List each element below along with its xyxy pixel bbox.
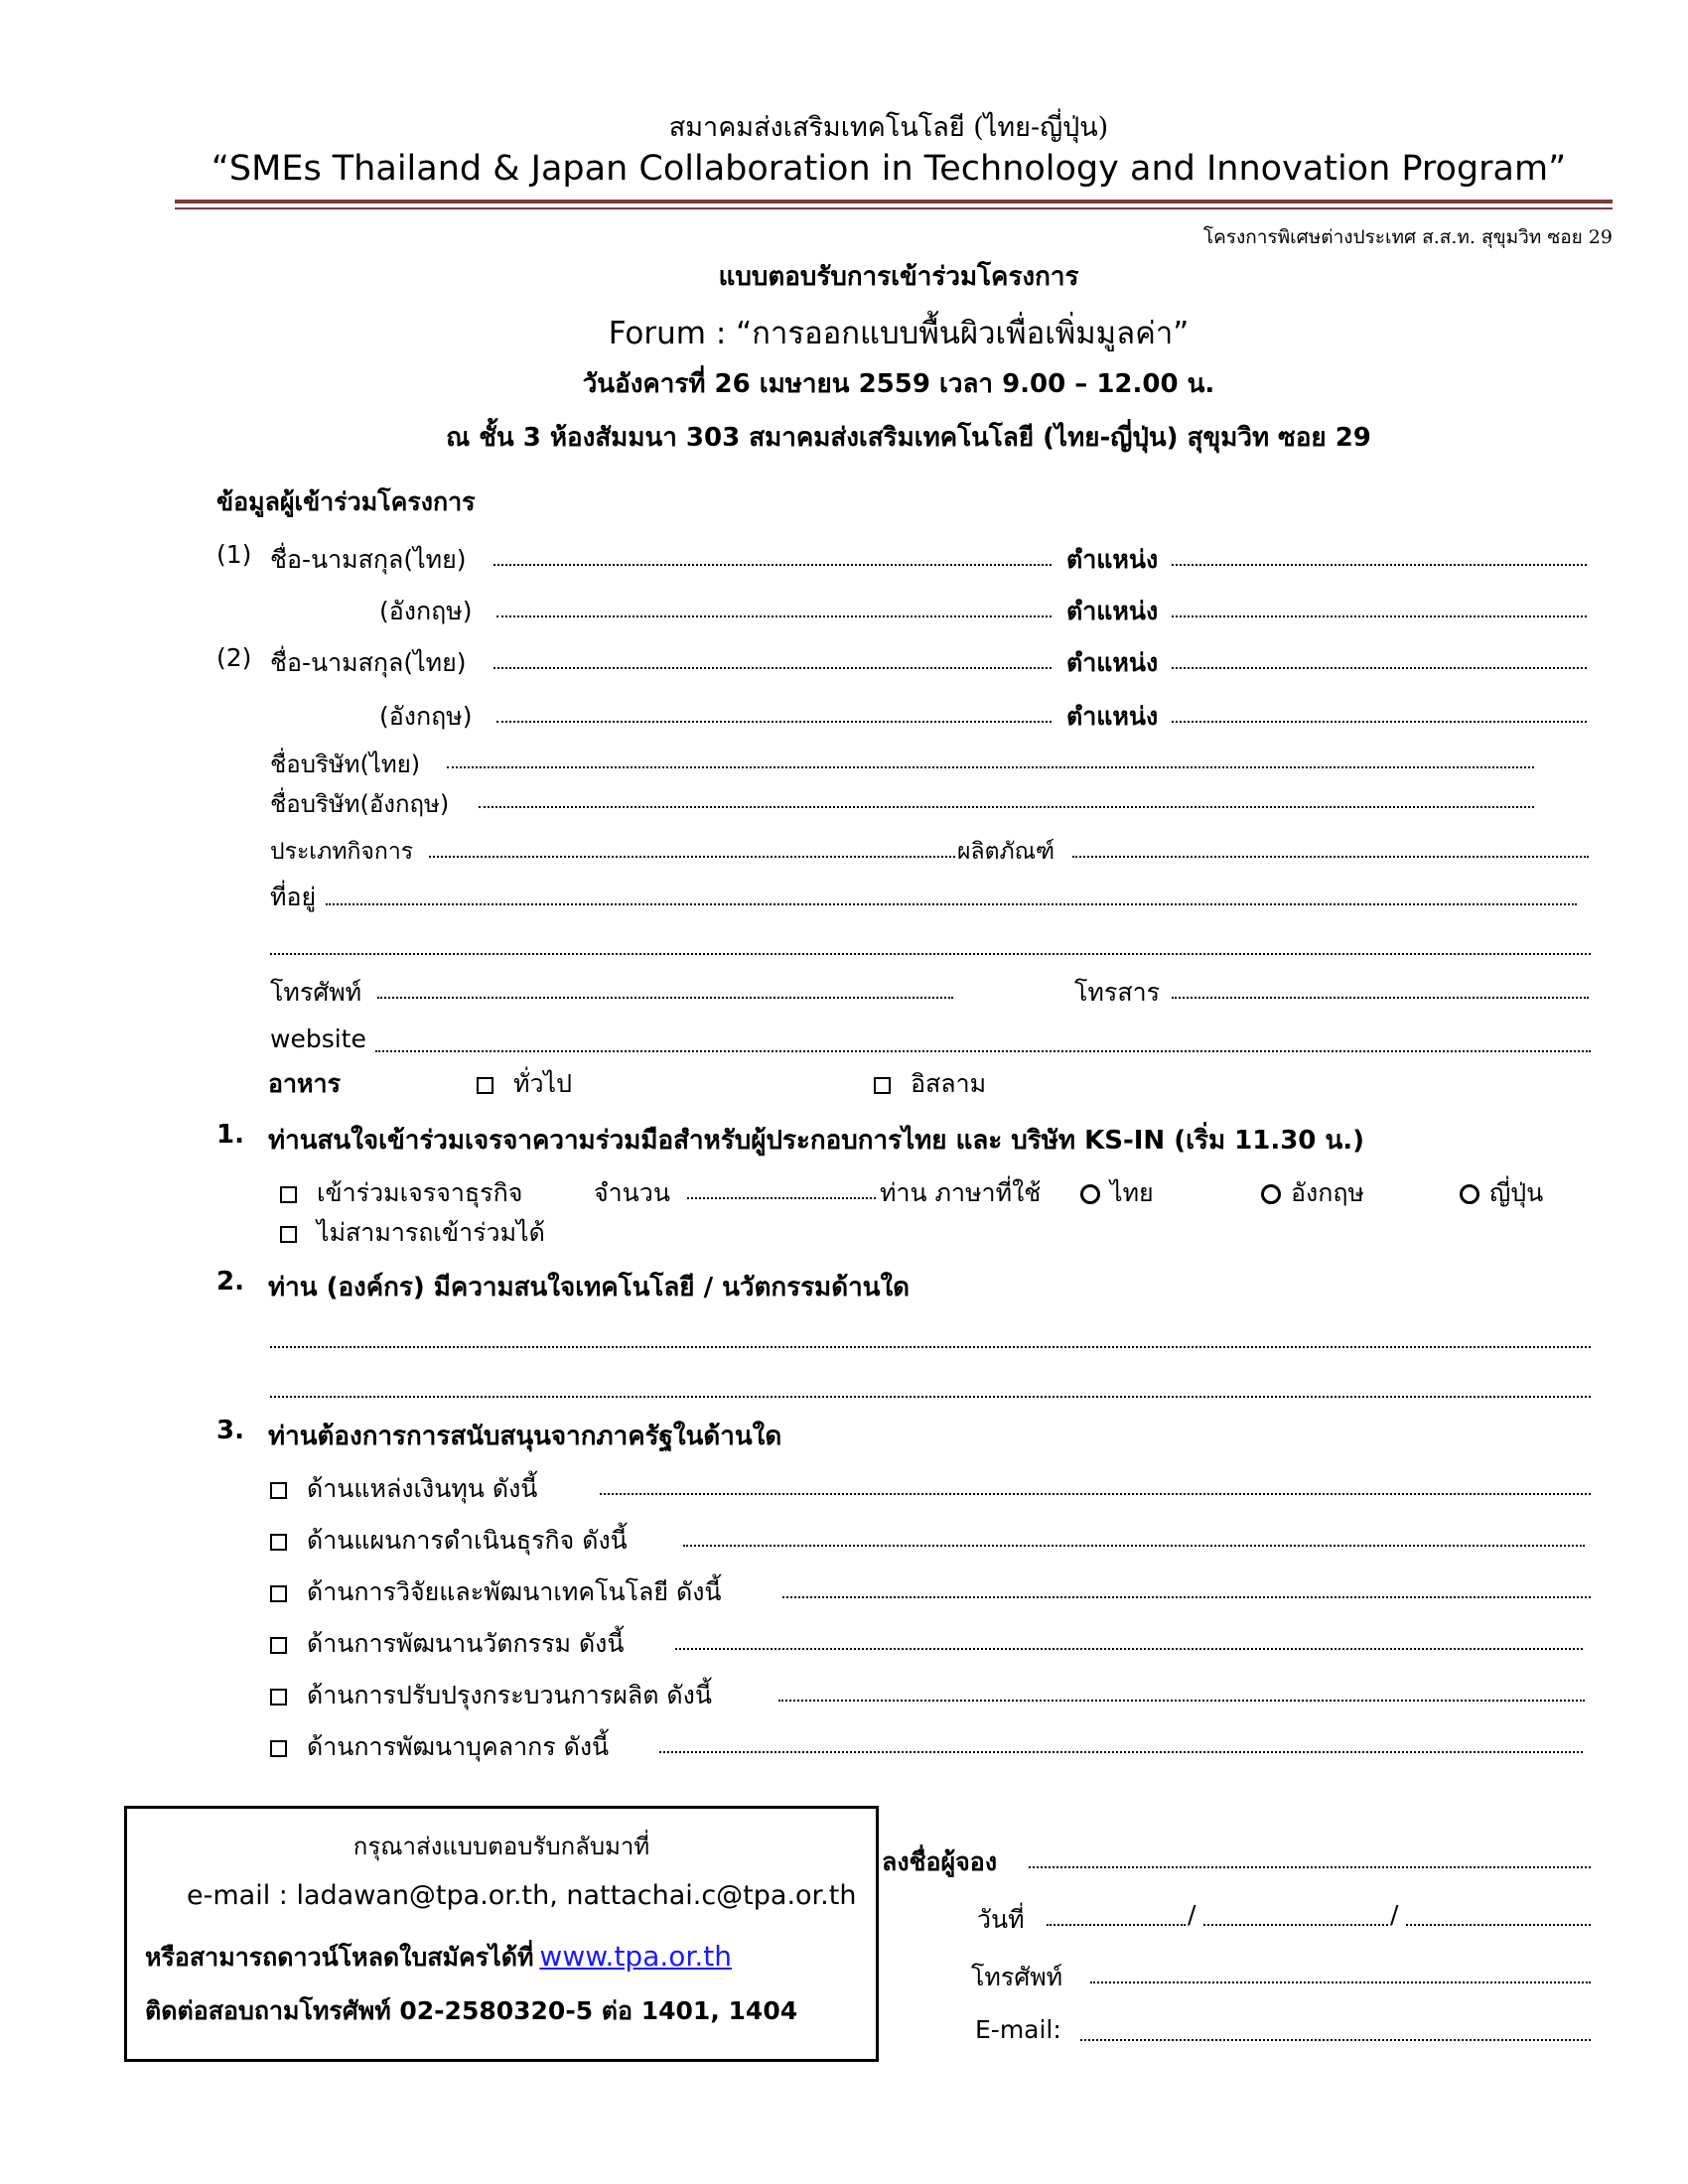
q3-personnel-label: ด้านการพัฒนาบุคลากร ดังนี้ xyxy=(307,1732,610,1761)
food-islam-option[interactable] xyxy=(874,1064,986,1104)
q3-production-field[interactable] xyxy=(778,1700,1585,1702)
q3-option-rnd[interactable] xyxy=(270,1572,722,1612)
sign-phone-field[interactable] xyxy=(1090,1981,1591,1983)
q3-innovation-checkbox[interactable] xyxy=(270,1637,287,1654)
q1-count-unit: ท่าน ภาษาที่ใช้ xyxy=(880,1178,1042,1207)
lang-eng-option[interactable] xyxy=(1261,1173,1364,1213)
lang-jp-label: ญี่ปุ่น xyxy=(1489,1178,1544,1207)
q2-answer-line1[interactable] xyxy=(270,1346,1591,1348)
project-note: โครงการพิเศษต่างประเทศ ส.ส.ท. สุขุมวิท ซอย 29 xyxy=(1202,226,1613,248)
person1-position-eng-label: ตำแหน่ง xyxy=(1066,597,1159,625)
q2-answer-line2[interactable] xyxy=(270,1396,1591,1398)
q1-join-checkbox[interactable] xyxy=(280,1186,297,1203)
company-eng-label: ชื่อบริษัท(อังกฤษ) xyxy=(270,790,450,818)
q1-number: 1. xyxy=(216,1120,244,1150)
sign-email-label: E-mail: xyxy=(975,2015,1061,2044)
person1-position-field[interactable] xyxy=(1172,564,1587,566)
person1-position-eng-field[interactable] xyxy=(1172,615,1587,617)
q3-option-personnel[interactable] xyxy=(270,1727,609,1767)
q1-join-option[interactable] xyxy=(280,1173,522,1213)
event-date: วันอังคารที่ 26 เมษายน 2559 เวลา 9.00 – 12.00 น. xyxy=(582,369,1215,399)
q1-decline-checkbox[interactable] xyxy=(280,1226,297,1243)
person2-position-label: ตำแหน่ง xyxy=(1066,648,1159,677)
q3-funding-label: ด้านแหล่งเงินทุน ดังนี้ xyxy=(307,1474,538,1503)
phone-label: โทรศัพท์ xyxy=(270,978,362,1007)
person2-position-field[interactable] xyxy=(1172,667,1587,669)
program-title: “SMEs Thailand & Japan Collaboration in Technology and Innovation Program” xyxy=(211,149,1567,189)
org-name: สมาคมส่งเสริมเทคโนโลยี (ไทย-ญี่ปุ่น) xyxy=(668,112,1109,143)
contact-heading: กรุณาส่งแบบตอบรับกลับมาที่ xyxy=(352,1833,650,1860)
food-islam-label: อิสลาม xyxy=(911,1069,987,1098)
contact-email: e-mail : ladawan@tpa.or.th, nattachai.c@tpa.or.th xyxy=(187,1880,857,1911)
person2-position-eng-label: ตำแหน่ง xyxy=(1066,702,1159,731)
lang-jp-option[interactable] xyxy=(1460,1173,1543,1213)
q3-personnel-field[interactable] xyxy=(659,1751,1583,1753)
form-title: แบบตอบรับการเข้าร่วมโครงการ xyxy=(718,262,1079,292)
person1-name-eng-field[interactable] xyxy=(496,615,1052,617)
date-label: วันที่ xyxy=(977,1905,1025,1934)
lang-thai-label: ไทย xyxy=(1110,1178,1154,1207)
event-venue: ณ ชั้น 3 ห้องสัมมนา 303 สมาคมส่งเสริมเทคโนโลยี (ไทย-ญี่ปุ่น) สุขุมวิท ซอย 29 xyxy=(446,423,1371,453)
lang-thai-radio[interactable] xyxy=(1080,1184,1100,1204)
lang-eng-label: อังกฤษ xyxy=(1291,1178,1364,1207)
person1-name-eng-label: (อังกฤษ) xyxy=(379,597,473,625)
lang-thai-option[interactable] xyxy=(1080,1173,1154,1213)
person2-name-eng-label: (อังกฤษ) xyxy=(379,702,473,731)
q3-option-funding[interactable] xyxy=(270,1469,537,1509)
address-label: ที่อยู่ xyxy=(270,883,317,911)
booker-field[interactable] xyxy=(1029,1866,1591,1868)
phone-field[interactable] xyxy=(377,997,953,999)
q3-funding-field[interactable] xyxy=(600,1493,1591,1495)
company-thai-field[interactable] xyxy=(447,766,1534,768)
q3-innovation-field[interactable] xyxy=(675,1648,1583,1650)
q3-production-label: ด้านการปรับปรุงกระบวนการผลิต ดังนี้ xyxy=(307,1681,712,1709)
q3-option-production[interactable] xyxy=(270,1676,712,1715)
q3-rnd-field[interactable] xyxy=(782,1596,1591,1598)
booker-label: ลงชื่อผู้จอง xyxy=(882,1847,998,1876)
q1-decline-option[interactable] xyxy=(280,1213,545,1253)
q3-business-plan-checkbox[interactable] xyxy=(270,1534,287,1551)
fax-label: โทรสาร xyxy=(1074,978,1161,1007)
q3-option-business-plan[interactable] xyxy=(270,1521,628,1561)
date-sep1: / xyxy=(1188,1900,1196,1929)
person1-name-thai-field[interactable] xyxy=(493,564,1052,566)
person2-name-thai-label: ชื่อ-นามสกุล(ไทย) xyxy=(270,648,467,677)
contact-phone: ติดต่อสอบถามโทรศัพท์ 02-2580320-5 ต่อ 1401, 1404 xyxy=(145,1996,798,2025)
date-day-field[interactable] xyxy=(1047,1924,1186,1926)
lang-jp-radio[interactable] xyxy=(1460,1184,1479,1204)
forum-title: Forum : “การออกแบบพื้นผิวเพื่อเพิ่มมูลค่า” xyxy=(608,316,1190,351)
company-thai-label: ชื่อบริษัท(ไทย) xyxy=(270,751,421,778)
product-field[interactable] xyxy=(1072,856,1589,858)
person2-name-eng-field[interactable] xyxy=(496,721,1052,723)
q3-text: ท่านต้องการการสนับสนุนจากภาครัฐในด้านใด xyxy=(268,1422,782,1451)
q2-number: 2. xyxy=(216,1267,244,1297)
participant-heading: ข้อมูลผู้เข้าร่วมโครงการ xyxy=(216,487,476,516)
sign-email-field[interactable] xyxy=(1080,2039,1591,2041)
q1-count-label: จำนวน xyxy=(594,1178,670,1207)
q3-personnel-checkbox[interactable] xyxy=(270,1740,287,1757)
lang-eng-radio[interactable] xyxy=(1261,1184,1281,1204)
download-row xyxy=(145,1938,732,1978)
date-year-field[interactable] xyxy=(1406,1924,1591,1926)
q3-business-plan-label: ด้านแผนการดำเนินธุรกิจ ดังนี้ xyxy=(307,1526,628,1555)
date-month-field[interactable] xyxy=(1203,1924,1388,1926)
q3-production-checkbox[interactable] xyxy=(270,1689,287,1706)
food-label: อาหาร xyxy=(268,1069,341,1098)
food-general-option[interactable] xyxy=(477,1064,572,1104)
q1-join-label: เข้าร่วมเจรจาธุรกิจ xyxy=(317,1178,523,1207)
date-sep2: / xyxy=(1390,1900,1399,1929)
product-label: ผลิตภัณฑ์ xyxy=(957,839,1055,865)
person1-name-thai-label: ชื่อ-นามสกุล(ไทย) xyxy=(270,545,467,574)
q3-innovation-label: ด้านการพัฒนานวัตกรรม ดังนี้ xyxy=(307,1629,625,1658)
q3-rnd-checkbox[interactable] xyxy=(270,1585,287,1602)
fax-field[interactable] xyxy=(1172,997,1589,999)
address-field-line1[interactable] xyxy=(326,903,1577,905)
q1-text: ท่านสนใจเข้าร่วมเจรจาความร่วมมือสำหรับผู้ประกอบการไทย และ บริษัท KS-IN (เริ่ม 11.30 น.) xyxy=(268,1126,1364,1156)
q3-funding-checkbox[interactable] xyxy=(270,1482,287,1499)
business-type-field[interactable] xyxy=(429,856,955,858)
download-link[interactable]: www.tpa.or.th xyxy=(539,1940,732,1973)
food-general-checkbox[interactable] xyxy=(477,1077,493,1094)
business-type-label: ประเภทกิจการ xyxy=(270,839,414,865)
header-rule-thin xyxy=(175,207,1613,209)
food-general-label: ทั่วไป xyxy=(513,1069,572,1098)
q3-number: 3. xyxy=(216,1416,244,1445)
person1-number: (1) xyxy=(216,540,252,569)
company-eng-field[interactable] xyxy=(479,806,1534,808)
person2-name-thai-field[interactable] xyxy=(493,667,1052,669)
q3-option-innovation[interactable] xyxy=(270,1624,624,1664)
person1-position-label: ตำแหน่ง xyxy=(1066,545,1159,574)
download-label: หรือสามารถดาวน์โหลดใบสมัครได้ที่ xyxy=(145,1943,534,1972)
q1-decline-label: ไม่สามารถเข้าร่วมได้ xyxy=(317,1218,545,1247)
food-islam-checkbox[interactable] xyxy=(874,1077,891,1094)
q1-count-field[interactable] xyxy=(687,1197,876,1199)
website-field[interactable] xyxy=(375,1050,1591,1052)
person2-number: (2) xyxy=(216,643,252,672)
q3-business-plan-field[interactable] xyxy=(683,1545,1585,1547)
q3-rnd-label: ด้านการวิจัยและพัฒนาเทคโนโลยี ดังนี้ xyxy=(307,1577,722,1606)
q2-text: ท่าน (องค์กร) มีความสนใจเทคโนโลยี / นวัตกรรมด้านใด xyxy=(268,1273,911,1302)
website-label: website xyxy=(270,1024,366,1053)
header-rule-thick xyxy=(175,200,1613,204)
sign-phone-label: โทรศัพท์ xyxy=(971,1963,1063,1991)
person2-position-eng-field[interactable] xyxy=(1172,721,1587,723)
address-field-line2[interactable] xyxy=(270,953,1591,955)
